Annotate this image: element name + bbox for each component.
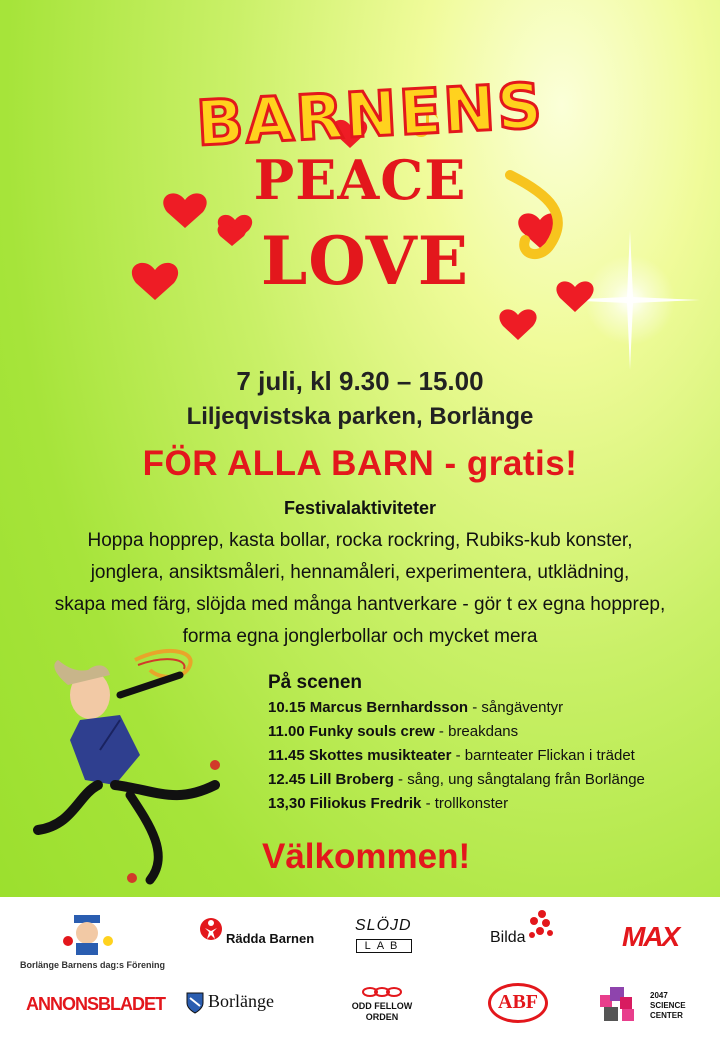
oddfellow-logo-bottom: ORDEN	[365, 1012, 399, 1022]
radda-barnen-logo: Rädda Barnen	[226, 931, 315, 946]
slojd-lab-logo-bottom: LAB	[356, 939, 412, 953]
stage-act: 12.45 Lill Broberg	[268, 771, 394, 788]
science-center-logo-3: CENTER	[650, 1011, 683, 1020]
activities-heading: Festivalaktiviteter	[283, 498, 437, 518]
abf-logo: ABF	[498, 991, 538, 1013]
stage-desc: - trollkonster	[421, 795, 509, 812]
bilda-icon	[524, 909, 554, 945]
slojd-lab-logo-top: SLÖJD	[355, 917, 412, 934]
heart-icon	[132, 263, 178, 300]
bbf-mascot-icon	[58, 911, 118, 957]
bbf-logo-text: Borlänge Barnens dag:s Förening	[20, 960, 166, 970]
title-peace: PEACE	[253, 148, 467, 212]
heart-icon	[499, 309, 536, 340]
event-tagline: FÖR ALLA BARN - gratis!	[142, 444, 578, 483]
oddfellow-links-icon	[362, 987, 402, 997]
activities-line: Hoppa hopprep, kasta bollar, rocka rockring, Rubiks-kub konster,	[87, 530, 633, 551]
activities-line: skapa med färg, slöjda med många hantverkare - gör t ex egna hopprep,	[54, 594, 666, 615]
stage-item	[268, 795, 508, 812]
stage-act: 11.00 Funky souls crew	[268, 723, 435, 740]
stage-act: 11.45 Skottes musikteater	[268, 747, 452, 764]
juggler-figure	[20, 640, 240, 890]
title-barnens: BARNENS	[194, 68, 546, 161]
stage-item	[268, 771, 645, 788]
science-center-icon	[600, 987, 644, 1023]
radda-barnen-icon	[200, 917, 222, 941]
stage-desc: - sångäventyr	[468, 699, 564, 716]
event-date: 7 juli, kl 9.30 – 15.00	[236, 366, 484, 396]
stage-desc: - sång, ung sångtalang från Borlänge	[393, 771, 645, 788]
bilda-logo: Bilda	[490, 929, 526, 946]
science-center-logo-1: 2047	[650, 991, 668, 1000]
heart-icon	[556, 281, 593, 312]
borlange-logo: Borlänge	[208, 991, 274, 1011]
activities-line: forma egna jonglerbollar och mycket mera	[182, 626, 538, 647]
stage-heading: På scenen	[268, 672, 362, 693]
stage-item	[268, 747, 635, 764]
borlange-shield-icon	[186, 992, 204, 1014]
sponsor-bar	[0, 897, 720, 1051]
science-center-logo-2: SCIENCE	[650, 1001, 686, 1010]
title-love: LOVE	[260, 222, 470, 300]
stage-act: 13,30 Filiokus Fredrik	[268, 795, 422, 812]
max-logo: MAX	[622, 921, 679, 952]
activities-line: jonglera, ansiktsmåleri, hennamåleri, experimentera, utklädning,	[90, 562, 630, 583]
annonsbladet-logo: ANNONSBLADET	[26, 994, 165, 1014]
stage-act: 10.15 Marcus Bernhardsson	[268, 699, 469, 716]
stage-desc: - breakdans	[434, 723, 519, 740]
oddfellow-logo-top: ODD FELLOW	[351, 1001, 413, 1011]
stage-desc: - barnteater Flickan i trädet	[451, 747, 635, 764]
stage-item	[268, 723, 518, 740]
event-venue: Liljeqvistska parken, Borlänge	[186, 403, 534, 430]
heart-icon	[163, 193, 206, 228]
welcome-text: Välkommen!	[262, 837, 471, 876]
stage-item	[268, 699, 563, 716]
